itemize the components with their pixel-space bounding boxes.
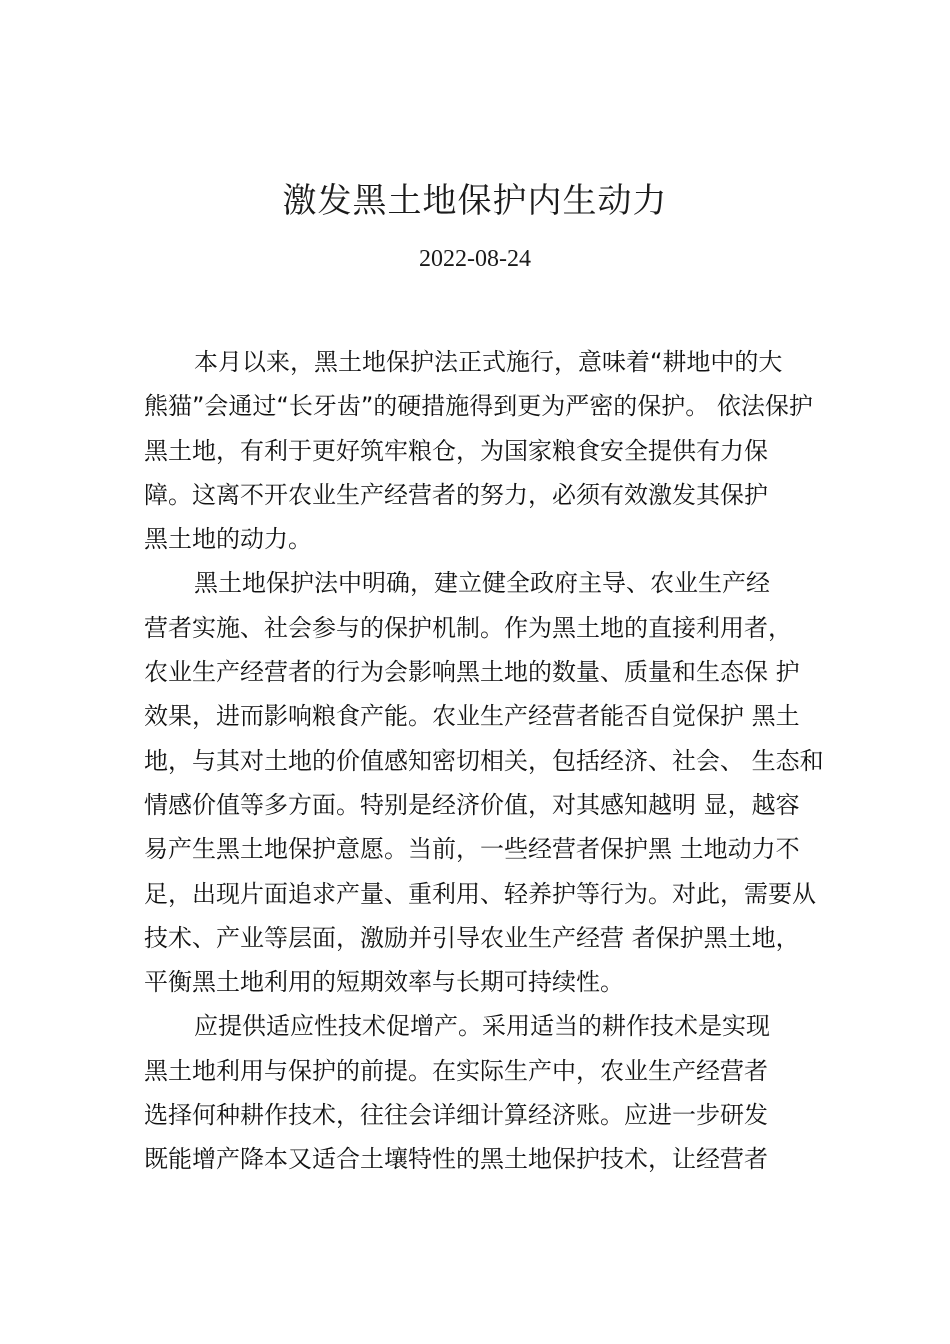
text-line: 效果，进而影响粮食产能。农业生产经营者能否自觉保护 黑土	[144, 702, 800, 731]
paragraph-2	[144, 561, 834, 1004]
text-line: 应提供适应性技术促增产。采用适当的耕作技术是实现	[194, 1012, 770, 1041]
text-line: 营者实施、社会参与的保护机制。作为黑土地的直接利用者，	[144, 613, 792, 642]
text-line: 黑土地利用与保护的前提。在实际生产中，农业生产经营者	[144, 1056, 768, 1085]
text-line: 足，出现片面追求产量、重利用、轻养护等行为。对此，需要从	[144, 879, 816, 908]
text-line: 既能增产降本又适合土壤特性的黑土地保护技术，让经营者	[144, 1145, 768, 1174]
text-line: 障。这离不开农业生产经营者的努力，必须有效激发其保护	[144, 480, 768, 509]
paragraph-3	[144, 1004, 834, 1181]
text-line: 技术、产业等层面，激励并引导农业生产经营 者保护黑土地，	[144, 923, 800, 952]
article-body	[144, 340, 834, 1182]
article-date: 2022-08-24	[419, 246, 531, 272]
text-line: 黑土地保护法中明确，建立健全政府主导、农业生产经	[194, 569, 770, 598]
paragraph-1	[144, 340, 834, 561]
text-line: 平衡黑土地利用的短期效率与长期可持续性。	[144, 968, 624, 997]
text-line: 本月以来，黑土地保护法正式施行，意味着“耕地中的大	[194, 348, 783, 376]
article-title: 激发黑土地保护内生动力	[282, 181, 668, 221]
text-line: 情感价值等多方面。特别是经济价值，对其感知越明 显，越容	[144, 790, 800, 819]
text-line: 农业生产经营者的行为会影响黑土地的数量、质量和生态保 护	[144, 658, 800, 687]
text-line: 地，与其对土地的价值感知密切相关，包括经济、社会、 生态和	[144, 746, 824, 775]
text-line: 选择何种耕作技术，往往会详细计算经济账。应进一步研发	[144, 1101, 768, 1130]
text-line: 熊猫”会通过“长牙齿”的硬措施得到更为严密的保护。 依法保护	[144, 392, 813, 421]
text-line: 黑土地的动力。	[144, 525, 312, 554]
text-line: 易产生黑土地保护意愿。当前，一些经营者保护黑 土地动力不	[144, 835, 800, 864]
text-line: 黑土地，有利于更好筑牢粮仓，为国家粮食安全提供有力保	[144, 436, 768, 465]
